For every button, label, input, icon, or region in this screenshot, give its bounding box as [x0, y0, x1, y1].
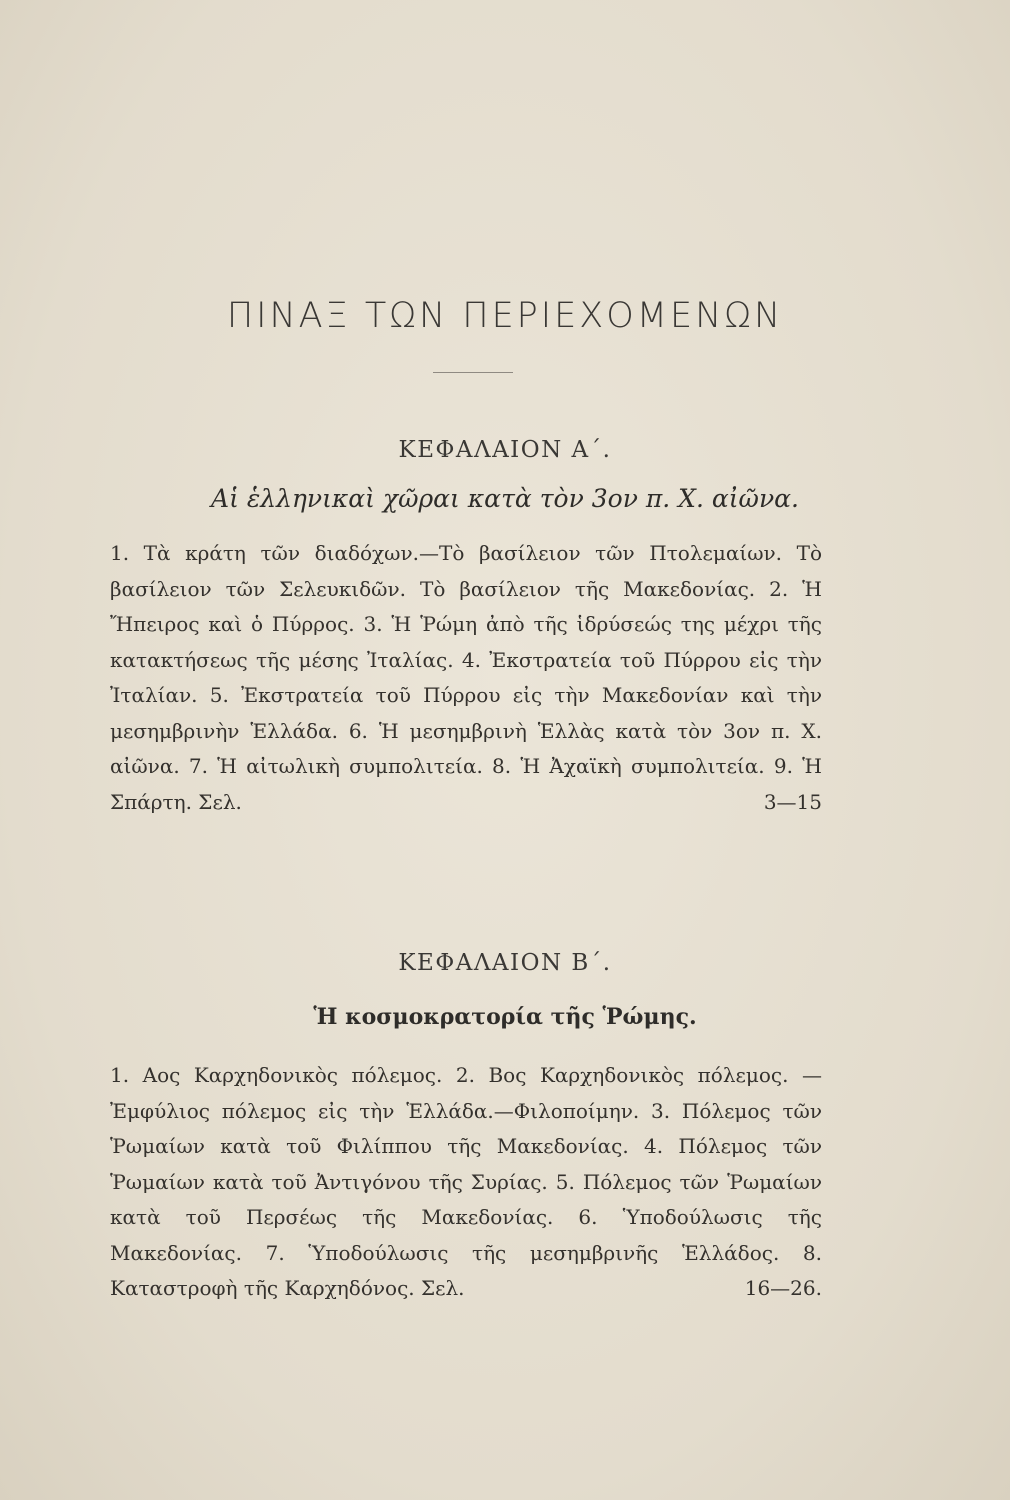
chapter-2-contents — [110, 1058, 822, 1307]
chapter-1-subtitle: Αἱ ἑλληνικαὶ χῶραι κατὰ τὸν 3ον π. Χ. αἰῶνα. — [211, 484, 799, 513]
page-title: ΠΙΝΑΞ ΤΩΝ ΠΕΡΙΕΧΟΜΕΝΩΝ — [226, 296, 784, 336]
chapter-2-pages: 16—26. — [744, 1276, 822, 1300]
chapter-1-pages: 3—15 — [763, 789, 822, 814]
chapter-1-heading: ΚΕΦΑΛΑΙΟΝ Α΄. — [398, 437, 612, 463]
chapter-1-contents-text: 1. Τὰ κράτη τῶν διαδόχων.—Τὸ βασίλειον τῶν Πτολεμαίων. Τὸ βασίλειον τῶν Σελευκιδῶν. Τὸ βασίλειον τῆς Μακεδονίας. 2. Ἡ Ἤπειρος καὶ ὁ Πύρρος. 3. Ἡ Ῥώμη ἀπὸ τῆς ἱδρύσεώς της μέχρι τῆς κατακτήσεως τῆς μέσης Ἰταλίας. 4. Ἐκστρατεία τοῦ Πύρρου εἰς τὴν Ἰταλίαν. 5. Ἐκστρατεία τοῦ Πύρρου εἰς τὴν Μακεδονίαν καὶ τὴν μεσημβρινὴν Ἑλλάδα. 6. Ἡ μεσημβρινὴ Ἑλλὰς κατὰ τὸν 3ον π. Χ. αἰῶνα. 7. Ἡ αἰτωλικὴ συμπολιτεία. 8. Ἡ Ἀχαϊκὴ συμπολιτεία. 9. Ἡ Σπάρτη. Σελ. — [110, 541, 822, 814]
title-divider — [433, 372, 513, 373]
chapter-2-heading: ΚΕΦΑΛΑΙΟΝ Β΄. — [398, 950, 612, 976]
chapter-2-contents-text: 1. Αος Καρχηδονικὸς πόλεμος. 2. Βος Καρχηδονικὸς πόλεμος. —Ἐμφύλιος πόλεμος εἰς τὴν Ἑλλάδα.—Φιλοποίμην. 3. Πόλεμος τῶν Ῥωμαίων κατὰ τοῦ Φιλίππου τῆς Μακεδονίας. 4. Πόλεμος τῶν Ῥωμαίων κατὰ τοῦ Ἀντιγόνου τῆς Συρίας. 5. Πόλεμος τῶν Ῥωμαίων κατὰ τοῦ Περσέως τῆς Μακεδονίας. 6. Ὑποδούλωσις τῆς Μακεδονίας. 7. Ὑποδούλωσις τῆς μεσημβρινῆς Ἑλλάδος. 8. Καταστροφὴ τῆς Καρχηδόνος. Σελ. — [110, 1063, 822, 1300]
chapter-2-subtitle: Ἡ κοσμοκρατορία τῆς Ῥώμης. — [313, 1004, 697, 1030]
chapter-1-contents — [110, 536, 822, 820]
